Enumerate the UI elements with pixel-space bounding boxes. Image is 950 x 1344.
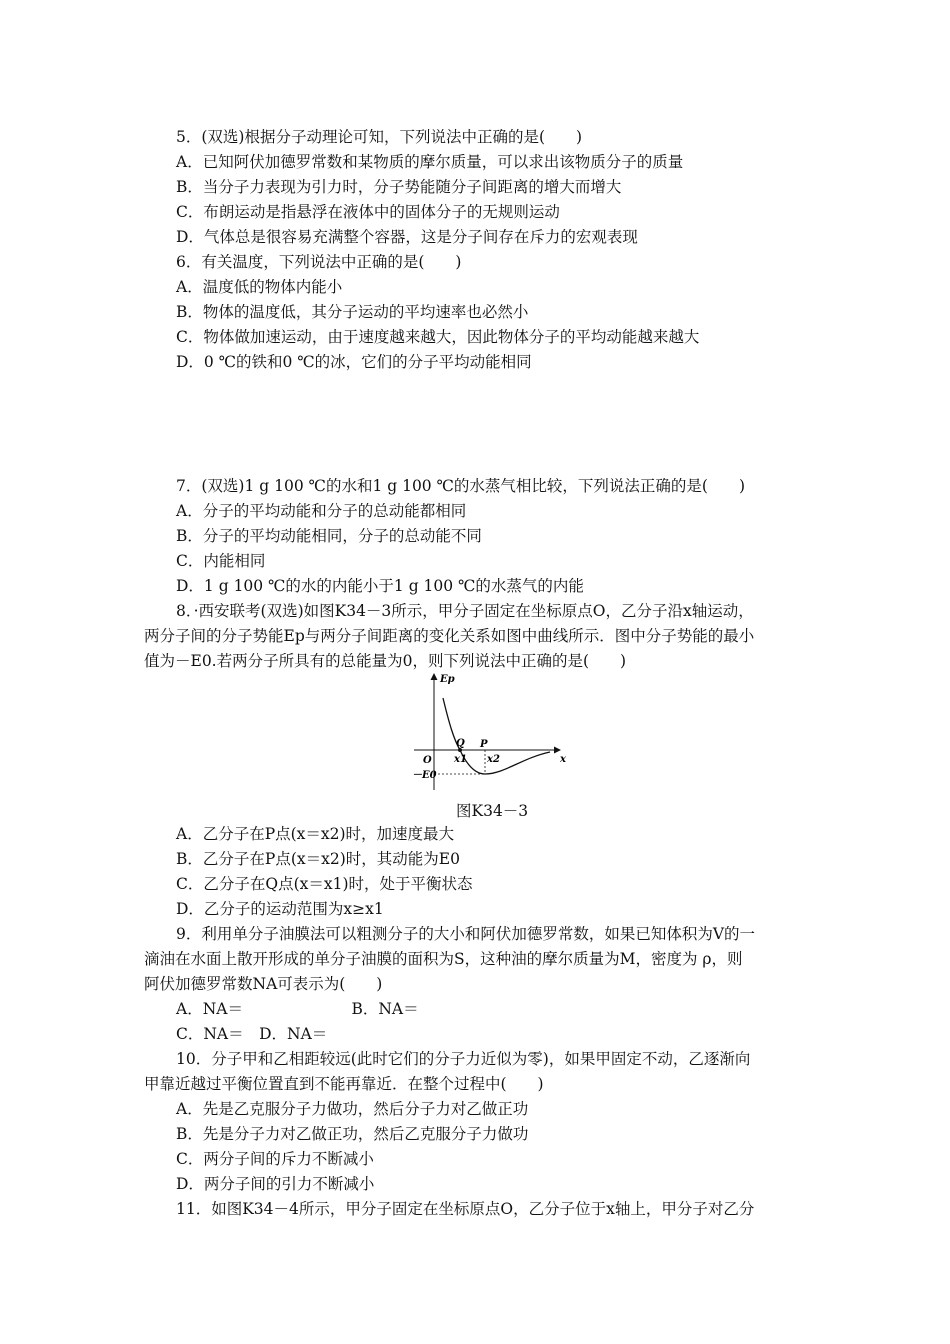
question-6-option-a: A．温度低的物体内能小 [176, 278, 343, 296]
question-8-option-b: B．乙分子在P点(x＝x2)时，其动能为E0 [176, 850, 460, 868]
point-q-label: Q [456, 738, 465, 749]
question-5-stem: 5．(双选)根据分子动理论可知，下列说法中正确的是( ) [176, 128, 583, 146]
question-7-option-c: C．内能相同 [176, 552, 266, 570]
question-7-option-d: D．1 g 100 ℃的水的内能小于1 g 100 ℃的水蒸气的内能 [176, 577, 584, 595]
question-10-option-d: D．两分子间的引力不断减小 [176, 1175, 375, 1193]
question-8-stem-line-3: 值为－E0.若两分子所具有的总能量为0，则下列说法中正确的是( ) [144, 652, 627, 670]
potential-energy-figure [412, 668, 572, 793]
question-5-option-c: C．布朗运动是指悬浮在液体中的固体分子的无规则运动 [176, 203, 560, 221]
question-8-option-d: D．乙分子的运动范围为x≥x1 [176, 900, 384, 918]
question-8-stem-line-1: 8．·西安联考(双选)如图K34－3所示，甲分子固定在坐标原点O，乙分子沿x轴运动， [176, 602, 754, 620]
minimum-energy-label: －E0 [412, 770, 437, 781]
question-10-stem-line-2: 甲靠近越过平衡位置直到不能再靠近．在整个过程中( ) [144, 1075, 544, 1093]
point-p-label: P [480, 739, 488, 750]
x2-tick-label: x2 [487, 754, 500, 765]
question-5-option-b: B．当分子力表现为引力时，分子势能随分子间距离的增大而增大 [176, 178, 622, 196]
question-6-option-b: B．物体的温度低，其分子运动的平均速率也必然小 [176, 303, 529, 321]
question-7-option-b: B．分子的平均动能相同，分子的总动能不同 [176, 527, 482, 545]
question-5-option-d: D．气体总是很容易充满整个容器，这是分子间存在斥力的宏观表现 [176, 228, 638, 246]
question-10-option-a: A．先是乙克服分子力做功，然后分子力对乙做正功 [176, 1100, 529, 1118]
y-axis-label: Ep [440, 674, 455, 685]
question-5-option-a: A．已知阿伏加德罗常数和某物质的摩尔质量，可以求出该物质分子的质量 [176, 153, 684, 171]
question-6-option-d: D．0 ℃的铁和0 ℃的冰，它们的分子平均动能相同 [176, 353, 532, 371]
question-7-option-a: A．分子的平均动能和分子的总动能都相同 [176, 502, 467, 520]
question-10-stem-line-1: 10．分子甲和乙相距较远(此时它们的分子力近似为零)，如果甲固定不动，乙逐渐向 [176, 1050, 751, 1068]
question-10-option-c: C．两分子间的斥力不断减小 [176, 1150, 374, 1168]
origin-label: O [423, 755, 432, 766]
question-11-stem-line-1: 11．如图K34－4所示，甲分子固定在坐标原点O，乙分子位于x轴上，甲分子对乙分 [176, 1200, 755, 1218]
question-7-stem: 7．(双选)1 g 100 ℃的水和1 g 100 ℃的水蒸气相比较，下列说法正确的是( ) [176, 477, 746, 495]
x-axis-label: x [560, 754, 566, 765]
question-8-option-a: A．乙分子在P点(x＝x2)时，加速度最大 [176, 825, 455, 843]
question-8-stem-line-2: 两分子间的分子势能Ep与两分子间距离的变化关系如图中曲线所示．图中分子势能的最小 [144, 627, 755, 645]
x1-tick-label: x1 [454, 754, 467, 765]
question-10-option-b: B．先是分子力对乙做正功，然后乙克服分子力做功 [176, 1125, 529, 1143]
potential-energy-graph [412, 668, 572, 793]
question-9-options-ab: A．NA＝ B．NA＝ [176, 1000, 419, 1018]
question-9-options-cd: C．NA＝ D．NA＝ [176, 1025, 328, 1043]
figure-caption: 图K34－3 [456, 802, 529, 820]
question-9-stem-line-2: 滴油在水面上散开形成的单分子油膜的面积为S，这种油的摩尔质量为M，密度为 ρ，则 [144, 950, 743, 968]
question-9-stem-line-3: 阿伏加德罗常数NA可表示为( ) [144, 975, 383, 993]
question-6-option-c: C．物体做加速运动，由于速度越来越大，因此物体分子的平均动能越来越大 [176, 328, 700, 346]
question-9-stem-line-1: 9．利用单分子油膜法可以粗测分子的大小和阿伏加德罗常数，如果已知体积为V的一 [176, 925, 756, 943]
question-6-stem: 6．有关温度，下列说法中正确的是( ) [176, 253, 462, 271]
question-8-option-c: C．乙分子在Q点(x＝x1)时，处于平衡状态 [176, 875, 473, 893]
